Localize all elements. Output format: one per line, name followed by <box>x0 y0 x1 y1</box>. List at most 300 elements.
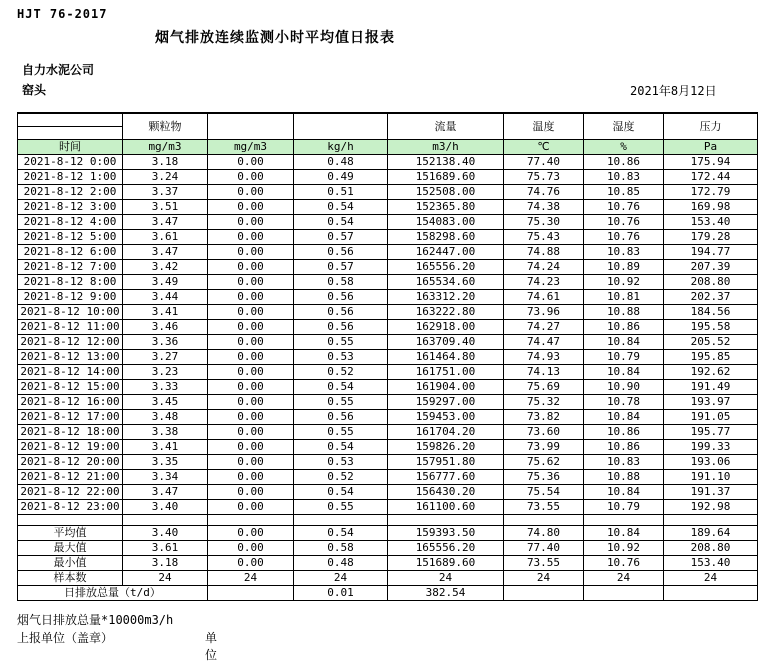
value-cell: 208.80 <box>664 275 758 290</box>
table-row <box>18 500 758 515</box>
summary-row <box>18 541 758 556</box>
time-cell: 2021-8-12 9:00 <box>18 290 123 305</box>
value-cell: 152508.00 <box>388 185 504 200</box>
value-cell: 3.18 <box>123 155 208 170</box>
value-cell: 195.77 <box>664 425 758 440</box>
value-cell: 0.56 <box>294 245 388 260</box>
value-cell: 205.52 <box>664 335 758 350</box>
value-cell: 0.55 <box>294 425 388 440</box>
value-cell: 0.00 <box>208 185 294 200</box>
value-cell: 3.49 <box>123 275 208 290</box>
table-row <box>18 260 758 275</box>
value-cell: 191.05 <box>664 410 758 425</box>
value-cell: 0.56 <box>294 410 388 425</box>
value-cell: 0.49 <box>294 170 388 185</box>
value-cell: 0.48 <box>294 155 388 170</box>
value-cell: 0.00 <box>208 290 294 305</box>
value-cell: 10.86 <box>584 155 664 170</box>
value-cell: 10.88 <box>584 305 664 320</box>
value-cell: 158298.60 <box>388 230 504 245</box>
value-cell: 10.79 <box>584 500 664 515</box>
time-cell: 2021-8-12 12:00 <box>18 335 123 350</box>
value-cell: 0.00 <box>208 556 294 571</box>
table-row <box>18 230 758 245</box>
report-date: 2021年8月12日 <box>630 84 717 98</box>
value-cell: 0.55 <box>294 500 388 515</box>
company-name: 自力水泥公司 <box>22 63 95 77</box>
value-cell: 191.37 <box>664 485 758 500</box>
time-cell: 2021-8-12 13:00 <box>18 350 123 365</box>
time-cell: 2021-8-12 19:00 <box>18 440 123 455</box>
summary-row <box>18 526 758 541</box>
value-cell: 0.00 <box>208 500 294 515</box>
time-cell: 2021-8-12 18:00 <box>18 425 123 440</box>
value-cell: 24 <box>294 571 388 586</box>
time-cell: 2021-8-12 4:00 <box>18 215 123 230</box>
value-cell: 159453.00 <box>388 410 504 425</box>
time-cell: 2021-8-12 10:00 <box>18 305 123 320</box>
value-cell: 159297.00 <box>388 395 504 410</box>
value-cell: 153.40 <box>664 556 758 571</box>
value-cell: 77.40 <box>504 155 584 170</box>
value-cell: 0.00 <box>208 395 294 410</box>
table-row <box>18 200 758 215</box>
value-cell: 0.00 <box>208 350 294 365</box>
value-cell: 3.33 <box>123 380 208 395</box>
daily-total-row <box>18 586 758 601</box>
time-cell: 2021-8-12 3:00 <box>18 200 123 215</box>
time-cell: 2021-8-12 1:00 <box>18 170 123 185</box>
header-humidity: 湿度 <box>584 113 664 140</box>
value-cell: 74.88 <box>504 245 584 260</box>
value-cell: 0.58 <box>294 275 388 290</box>
value-cell: 0.00 <box>208 320 294 335</box>
value-cell: 3.47 <box>123 245 208 260</box>
value-cell: 172.44 <box>664 170 758 185</box>
location-name: 窑头 <box>22 83 47 97</box>
time-cell: 2021-8-12 14:00 <box>18 365 123 380</box>
value-cell: 24 <box>388 571 504 586</box>
header-corner-cell-1 <box>18 113 123 127</box>
value-cell: 10.81 <box>584 290 664 305</box>
value-cell: 191.10 <box>664 470 758 485</box>
table-row <box>18 215 758 230</box>
value-cell: 75.73 <box>504 170 584 185</box>
value-cell: 165556.20 <box>388 260 504 275</box>
value-cell: 0.00 <box>208 425 294 440</box>
value-cell: 193.97 <box>664 395 758 410</box>
value-cell: 74.93 <box>504 350 584 365</box>
header-row-1 <box>18 113 758 127</box>
value-cell: 10.90 <box>584 380 664 395</box>
table-row <box>18 440 758 455</box>
summary-row <box>18 556 758 571</box>
summary-body <box>18 526 758 586</box>
value-cell: 3.51 <box>123 200 208 215</box>
header-corner-cell-2 <box>18 127 123 140</box>
value-cell: 156777.60 <box>388 470 504 485</box>
value-cell: 3.61 <box>123 230 208 245</box>
value-cell: 0.00 <box>208 485 294 500</box>
value-cell: 0.00 <box>208 305 294 320</box>
value-cell: 10.83 <box>584 455 664 470</box>
unit-cell: Pa <box>664 140 758 155</box>
time-cell: 2021-8-12 6:00 <box>18 245 123 260</box>
time-cell: 2021-8-12 11:00 <box>18 320 123 335</box>
value-cell: 179.28 <box>664 230 758 245</box>
value-cell: 10.86 <box>584 425 664 440</box>
value-cell: 3.44 <box>123 290 208 305</box>
daily-total-temperature <box>504 586 584 601</box>
value-cell: 73.55 <box>504 500 584 515</box>
value-cell: 159393.50 <box>388 526 504 541</box>
time-cell: 2021-8-12 22:00 <box>18 485 123 500</box>
value-cell: 75.54 <box>504 485 584 500</box>
value-cell: 163709.40 <box>388 335 504 350</box>
value-cell: 175.94 <box>664 155 758 170</box>
standard-code: HJT 76-2017 <box>17 7 108 21</box>
value-cell: 74.27 <box>504 320 584 335</box>
value-cell: 73.96 <box>504 305 584 320</box>
blank-cell <box>18 515 123 526</box>
value-cell: 0.00 <box>208 440 294 455</box>
value-cell: 0.00 <box>208 455 294 470</box>
value-cell: 0.53 <box>294 455 388 470</box>
value-cell: 3.48 <box>123 410 208 425</box>
summary-label-cell: 平均值 <box>18 526 123 541</box>
value-cell: 192.98 <box>664 500 758 515</box>
value-cell: 0.00 <box>208 470 294 485</box>
value-cell: 3.18 <box>123 556 208 571</box>
value-cell: 3.42 <box>123 260 208 275</box>
value-cell: 3.36 <box>123 335 208 350</box>
data-rows-body <box>18 155 758 515</box>
time-cell: 2021-8-12 20:00 <box>18 455 123 470</box>
value-cell: 3.41 <box>123 305 208 320</box>
value-cell: 3.41 <box>123 440 208 455</box>
value-cell: 191.49 <box>664 380 758 395</box>
summary-row <box>18 571 758 586</box>
value-cell: 161100.60 <box>388 500 504 515</box>
value-cell: 3.34 <box>123 470 208 485</box>
unit-cell: mg/m3 <box>208 140 294 155</box>
value-cell: 193.06 <box>664 455 758 470</box>
daily-total-humidity <box>584 586 664 601</box>
value-cell: 0.56 <box>294 320 388 335</box>
table-row <box>18 485 758 500</box>
table-row <box>18 395 758 410</box>
time-cell: 2021-8-12 7:00 <box>18 260 123 275</box>
blank-cell <box>294 515 388 526</box>
unit-cell: ℃ <box>504 140 584 155</box>
value-cell: 163312.20 <box>388 290 504 305</box>
table-row <box>18 290 758 305</box>
value-cell: 154083.00 <box>388 215 504 230</box>
table-row <box>18 170 758 185</box>
value-cell: 0.57 <box>294 260 388 275</box>
report-unit-label: 上报单位（盖章） <box>17 631 114 645</box>
value-cell: 75.69 <box>504 380 584 395</box>
value-cell: 10.83 <box>584 245 664 260</box>
value-cell: 75.30 <box>504 215 584 230</box>
report-table <box>17 112 758 601</box>
table-row <box>18 410 758 425</box>
value-cell: 0.00 <box>208 275 294 290</box>
value-cell: 77.40 <box>504 541 584 556</box>
table-row <box>18 275 758 290</box>
value-cell: 3.40 <box>123 500 208 515</box>
value-cell: 0.00 <box>208 410 294 425</box>
report-title: 烟气排放连续监测小时平均值日报表 <box>155 30 395 46</box>
value-cell: 0.00 <box>208 245 294 260</box>
value-cell: 0.52 <box>294 470 388 485</box>
header-temperature: 温度 <box>504 113 584 140</box>
summary-label-cell: 最大值 <box>18 541 123 556</box>
value-cell: 74.47 <box>504 335 584 350</box>
value-cell: 207.39 <box>664 260 758 275</box>
value-cell: 3.23 <box>123 365 208 380</box>
header-body <box>18 113 758 155</box>
value-cell: 10.84 <box>584 485 664 500</box>
value-cell: 74.13 <box>504 365 584 380</box>
value-cell: 161464.80 <box>388 350 504 365</box>
value-cell: 0.58 <box>294 541 388 556</box>
value-cell: 202.37 <box>664 290 758 305</box>
value-cell: 189.64 <box>664 526 758 541</box>
value-cell: 73.82 <box>504 410 584 425</box>
value-cell: 0.54 <box>294 485 388 500</box>
value-cell: 156430.20 <box>388 485 504 500</box>
value-cell: 10.76 <box>584 230 664 245</box>
summary-label-cell: 最小值 <box>18 556 123 571</box>
time-cell: 2021-8-12 17:00 <box>18 410 123 425</box>
value-cell: 0.54 <box>294 526 388 541</box>
blank-cell <box>208 515 294 526</box>
time-cell: 2021-8-12 21:00 <box>18 470 123 485</box>
value-cell: 74.23 <box>504 275 584 290</box>
value-cell: 159826.20 <box>388 440 504 455</box>
table-row <box>18 455 758 470</box>
value-cell: 0.55 <box>294 395 388 410</box>
value-cell: 195.58 <box>664 320 758 335</box>
value-cell: 151689.60 <box>388 556 504 571</box>
header-empty-2 <box>294 113 388 140</box>
value-cell: 24 <box>664 571 758 586</box>
value-cell: 192.62 <box>664 365 758 380</box>
value-cell: 153.40 <box>664 215 758 230</box>
value-cell: 3.61 <box>123 541 208 556</box>
value-cell: 3.47 <box>123 485 208 500</box>
value-cell: 10.92 <box>584 275 664 290</box>
header-pressure: 压力 <box>664 113 758 140</box>
daily-total-label: 日排放总量（t/d） <box>18 586 208 601</box>
value-cell: 10.84 <box>584 410 664 425</box>
value-cell: 0.56 <box>294 290 388 305</box>
value-cell: 3.35 <box>123 455 208 470</box>
value-cell: 10.83 <box>584 170 664 185</box>
value-cell: 152138.40 <box>388 155 504 170</box>
value-cell: 74.80 <box>504 526 584 541</box>
value-cell: 194.77 <box>664 245 758 260</box>
value-cell: 0.54 <box>294 380 388 395</box>
value-cell: 10.79 <box>584 350 664 365</box>
value-cell: 0.00 <box>208 155 294 170</box>
daily-total-pressure <box>664 586 758 601</box>
value-cell: 75.36 <box>504 470 584 485</box>
value-cell: 3.40 <box>123 526 208 541</box>
value-cell: 10.84 <box>584 526 664 541</box>
table-row <box>18 470 758 485</box>
blank-cell <box>123 515 208 526</box>
value-cell: 161751.00 <box>388 365 504 380</box>
value-cell: 165534.60 <box>388 275 504 290</box>
unit-cell: % <box>584 140 664 155</box>
value-cell: 0.57 <box>294 230 388 245</box>
value-cell: 0.51 <box>294 185 388 200</box>
value-cell: 184.56 <box>664 305 758 320</box>
value-cell: 3.47 <box>123 215 208 230</box>
blank-cell <box>388 515 504 526</box>
value-cell: 73.60 <box>504 425 584 440</box>
value-cell: 208.80 <box>664 541 758 556</box>
value-cell: 75.62 <box>504 455 584 470</box>
unit-cell: mg/m3 <box>123 140 208 155</box>
time-label-cell: 时间 <box>18 140 123 155</box>
time-cell: 2021-8-12 5:00 <box>18 230 123 245</box>
value-cell: 10.78 <box>584 395 664 410</box>
value-cell: 3.46 <box>123 320 208 335</box>
value-cell: 24 <box>584 571 664 586</box>
value-cell: 0.00 <box>208 526 294 541</box>
value-cell: 24 <box>504 571 584 586</box>
value-cell: 0.00 <box>208 170 294 185</box>
blank-cell <box>664 515 758 526</box>
table-row <box>18 365 758 380</box>
value-cell: 10.88 <box>584 470 664 485</box>
value-cell: 75.43 <box>504 230 584 245</box>
value-cell: 24 <box>123 571 208 586</box>
value-cell: 0.00 <box>208 200 294 215</box>
value-cell: 10.76 <box>584 215 664 230</box>
value-cell: 10.76 <box>584 200 664 215</box>
value-cell: 0.56 <box>294 305 388 320</box>
value-cell: 169.98 <box>664 200 758 215</box>
value-cell: 10.76 <box>584 556 664 571</box>
value-cell: 3.38 <box>123 425 208 440</box>
value-cell: 0.00 <box>208 260 294 275</box>
table-row <box>18 350 758 365</box>
header-empty-1 <box>208 113 294 140</box>
table-row <box>18 380 758 395</box>
table-row <box>18 320 758 335</box>
value-cell: 10.89 <box>584 260 664 275</box>
value-cell: 0.54 <box>294 440 388 455</box>
time-cell: 2021-8-12 16:00 <box>18 395 123 410</box>
blank-cell <box>504 515 584 526</box>
value-cell: 74.38 <box>504 200 584 215</box>
footer-units-line <box>17 629 218 662</box>
daily-total-mg2 <box>208 586 294 601</box>
daily-total-note: 烟气日排放总量*10000m3/h <box>17 613 174 627</box>
time-cell: 2021-8-12 8:00 <box>18 275 123 290</box>
time-cell: 2021-8-12 2:00 <box>18 185 123 200</box>
value-cell: 199.33 <box>664 440 758 455</box>
table-row <box>18 305 758 320</box>
value-cell: 0.55 <box>294 335 388 350</box>
daily-total-flow: 382.54 <box>388 586 504 601</box>
value-cell: 74.61 <box>504 290 584 305</box>
value-cell: 75.32 <box>504 395 584 410</box>
table-row <box>18 335 758 350</box>
value-cell: 172.79 <box>664 185 758 200</box>
value-cell: 10.84 <box>584 335 664 350</box>
time-cell: 2021-8-12 0:00 <box>18 155 123 170</box>
summary-section <box>18 515 758 526</box>
blank-row <box>18 515 758 526</box>
value-cell: 151689.60 <box>388 170 504 185</box>
value-cell: 10.84 <box>584 365 664 380</box>
value-cell: 3.45 <box>123 395 208 410</box>
value-cell: 73.99 <box>504 440 584 455</box>
value-cell: 161904.00 <box>388 380 504 395</box>
value-cell: 162447.00 <box>388 245 504 260</box>
units-row <box>18 140 758 155</box>
table-row <box>18 425 758 440</box>
unit-cell: m3/h <box>388 140 504 155</box>
value-cell: 10.85 <box>584 185 664 200</box>
value-cell: 0.00 <box>208 541 294 556</box>
value-cell: 3.24 <box>123 170 208 185</box>
value-cell: 0.00 <box>208 230 294 245</box>
header-flow: 流量 <box>388 113 504 140</box>
value-cell: 74.76 <box>504 185 584 200</box>
value-cell: 0.00 <box>208 335 294 350</box>
time-cell: 2021-8-12 15:00 <box>18 380 123 395</box>
value-cell: 157951.80 <box>388 455 504 470</box>
value-cell: 162918.00 <box>388 320 504 335</box>
value-cell: 0.00 <box>208 365 294 380</box>
unit-label: 单位 <box>205 631 218 662</box>
value-cell: 24 <box>208 571 294 586</box>
value-cell: 152365.80 <box>388 200 504 215</box>
daily-total-kgh: 0.01 <box>294 586 388 601</box>
value-cell: 0.52 <box>294 365 388 380</box>
value-cell: 0.54 <box>294 215 388 230</box>
value-cell: 161704.20 <box>388 425 504 440</box>
total-section <box>18 586 758 601</box>
value-cell: 0.53 <box>294 350 388 365</box>
unit-cell: kg/h <box>294 140 388 155</box>
value-cell: 195.85 <box>664 350 758 365</box>
time-cell: 2021-8-12 23:00 <box>18 500 123 515</box>
header-particulate: 颗粒物 <box>123 113 208 140</box>
table-row <box>18 185 758 200</box>
value-cell: 0.54 <box>294 200 388 215</box>
table-row <box>18 245 758 260</box>
value-cell: 0.48 <box>294 556 388 571</box>
value-cell: 0.00 <box>208 380 294 395</box>
value-cell: 163222.80 <box>388 305 504 320</box>
value-cell: 10.86 <box>584 320 664 335</box>
value-cell: 3.27 <box>123 350 208 365</box>
value-cell: 10.86 <box>584 440 664 455</box>
value-cell: 3.37 <box>123 185 208 200</box>
value-cell: 165556.20 <box>388 541 504 556</box>
value-cell: 73.55 <box>504 556 584 571</box>
summary-label-cell: 样本数 <box>18 571 123 586</box>
table-row <box>18 155 758 170</box>
value-cell: 10.92 <box>584 541 664 556</box>
